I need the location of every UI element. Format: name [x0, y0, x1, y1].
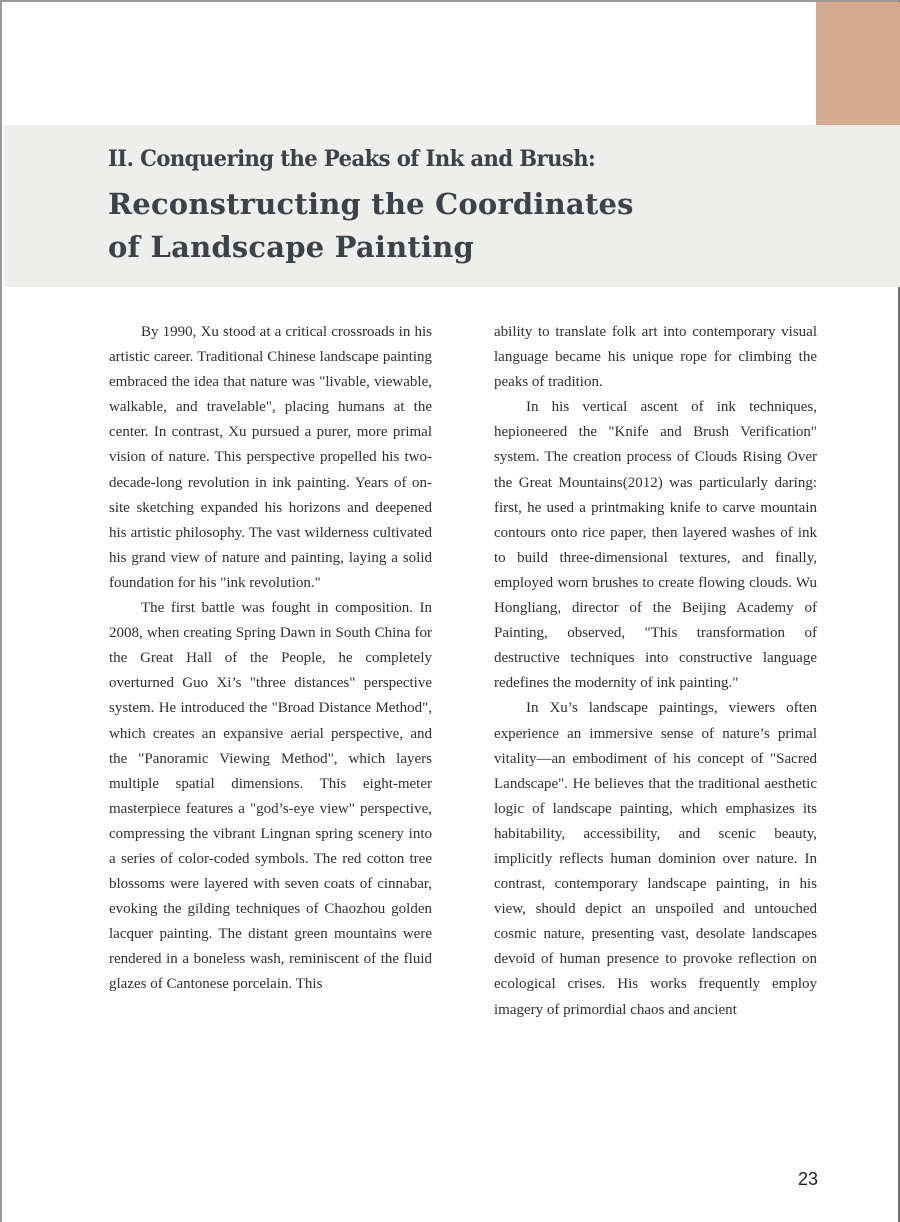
section-title-line-1: Reconstructing the Coordinates [108, 187, 634, 221]
corner-accent-block [816, 2, 900, 125]
paragraph: By 1990, Xu stood at a critical crossroads in his artistic career. Traditional Chinese landscape painting embraced the idea that nature was "livable, viewable, walkable, and travelable", placing humans at the center. In contrast, Xu pursued a purer, more primal vision of nature. This perspective propelled his two-decade-long revolution in ink painting. Years of on-site sketching expanded his horizons and deepened his artistic philosophy. The vast wilderness cultivated his grand view of nature and painting, laying a solid foundation for his "ink revolution." [109, 324, 432, 591]
section-title-line-2: of Landscape Painting [108, 230, 474, 264]
paragraph-continued: ability to translate folk art into contemporary visual language became his unique rope for climbing the peaks of tradition. [494, 324, 817, 391]
paragraph: The first battle was fought in composition. In 2008, when creating Spring Dawn in South China for the Great Hall of the People, he completely overturned Guo Xi’s "three distances" perspective system. He introduced the "Broad Distance Method", which creates an expansive aerial perspective, and the "Panoramic Viewing Method", which layers multiple spatial dimensions. This eight-meter masterpiece features a "god’s-eye view" perspective, compressing the vibrant Lingnan spring scenery into a series of color-coded symbols. The red cotton tree blossoms were layered with seven coats of cinnabar, evoking the gilding techniques of Chaozhou golden lacquer painting. The distant green mountains were rendered in a boneless wash, reminiscent of the fluid glazes of Cantonese porcelain. This [109, 600, 432, 993]
section-kicker: II. Conquering the Peaks of Ink and Brush: [108, 146, 596, 172]
paragraph: In his vertical ascent of ink techniques, hepioneered the "Knife and Brush Verification" system. The creation process of Clouds Rising Over the Great Mountains(2012) was particularly daring: first, he used a printmaking knife to carve mountain contours onto rice paper, then layered washes of ink to build three-dimensional textures, and finally, employed worn brushes to create flowing clouds. Wu Hongliang, director of the Beijing Academy of Painting, observed, "This transformation of destructive techniques into constructive language redefines the modernity of ink painting." [494, 399, 817, 692]
paragraph: In Xu’s landscape paintings, viewers often experience an immersive sense of nature’s primal vitality—an embodiment of his concept of "Sacred Landscape". He believes that the traditional aesthetic logic of landscape painting, which emphasizes its habitability, accessibility, and scenic beauty, implicitly reflects human dominion over nature. In contrast, contemporary landscape painting, in his view, should depict an unspoiled and untouched cosmic nature, presenting vast, desolate landscapes devoid of human presence to provoke reflection on ecological crises. His works frequently employ imagery of primordial chaos and ancient [494, 700, 817, 1018]
left-column [109, 320, 432, 998]
section-title [108, 183, 634, 269]
page-number: 23 [798, 1169, 819, 1189]
right-column [494, 320, 817, 1023]
